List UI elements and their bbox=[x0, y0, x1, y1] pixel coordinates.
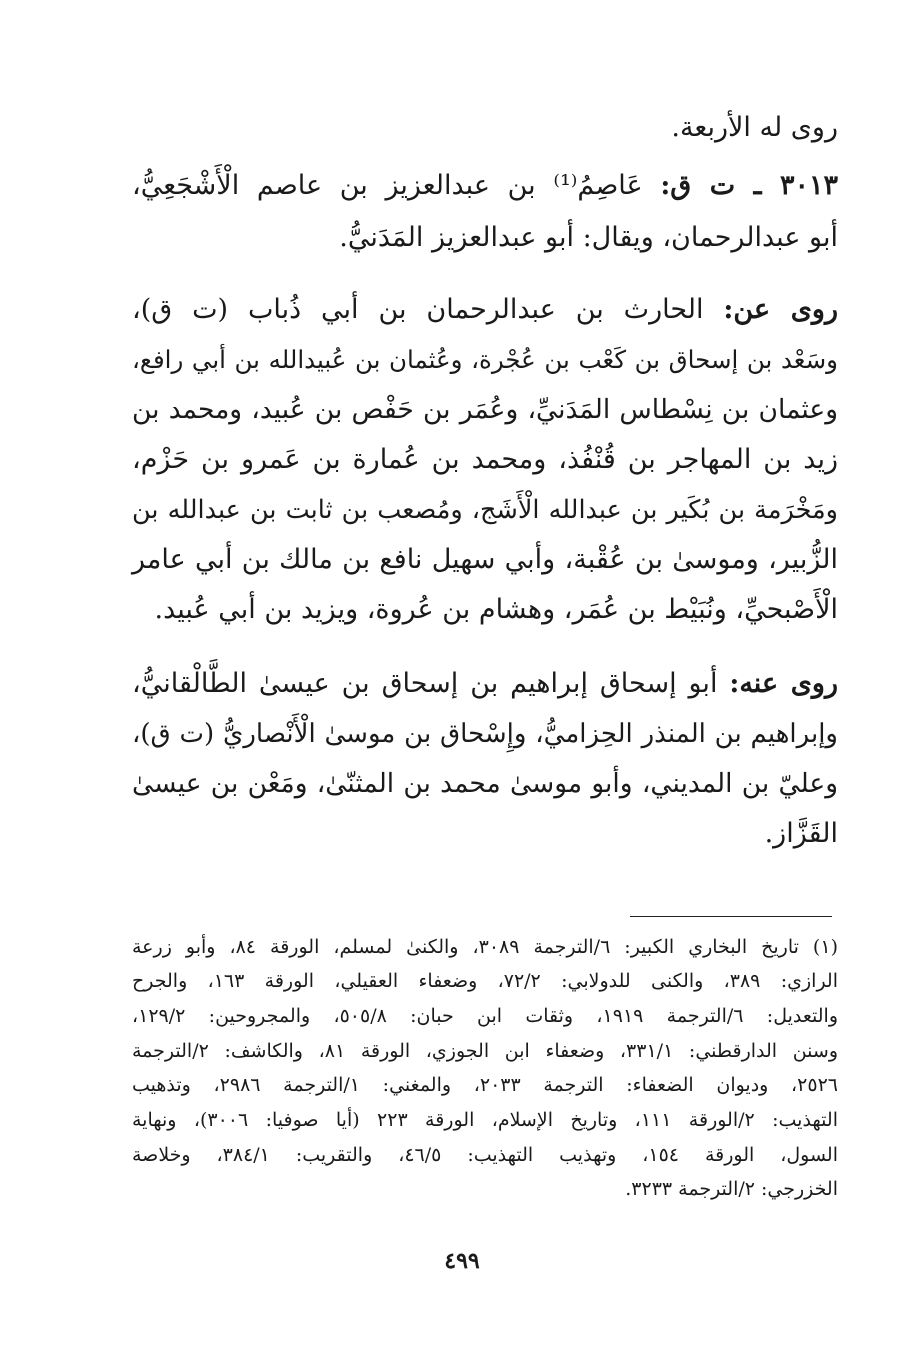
entry-kunya: أبو عبدالرحمان، ويقال: أبو عبدالعزيز المَدَنيُّ. bbox=[339, 222, 838, 253]
footnote-line: وسنن الدارقطني: ٣٣١/١، وضعفاء ابن الجوزي، الورقة ٨١، والكاشف: ٢/الترجمة bbox=[132, 1040, 838, 1062]
footnote-divider bbox=[630, 916, 832, 917]
intro-line: روى له الأربعة. bbox=[671, 112, 838, 143]
narrated-by-text: أبو إسحاق إبراهيم بن إسحاق بن عيسىٰ الطَّالْقانيُّ، bbox=[132, 668, 718, 699]
narrated-from-label: روى عن: bbox=[723, 294, 838, 325]
footnote-line: الرازي: ٣٨٩، والكنى للدولابي: ٧٢/٢، وضعفاء العقيلي، الورقة ١٦٣، والجرح bbox=[132, 970, 838, 992]
narrated-by-label: روى عنه: bbox=[729, 668, 838, 699]
narrated-by-line: القَزَّاز. bbox=[764, 818, 838, 849]
narrated-from-line: الْأَصْبحيِّ، ونُبَيْط بن عُمَر، وهشام بن عُروة، ويزيد بن أبي عُبيد. bbox=[154, 594, 838, 625]
narrated-from-first-line bbox=[132, 290, 838, 330]
narrated-by-line: وعليّ بن المديني، وأبو موسىٰ محمد بن المثنّىٰ، ومَعْن بن عيسىٰ bbox=[132, 768, 838, 799]
narrated-from-line: وعثمان بن نِسْطاس المَدَنيِّ، وعُمَر بن حَفْص بن عُبيد، ومحمد بن bbox=[132, 394, 838, 425]
entry-name: عَاصِمُ⁽¹⁾ بن عبدالعزيز بن عاصم الْأَشْجَعِيُّ، bbox=[132, 170, 643, 201]
footnote-line: والتعديل: ٦/الترجمة ١٩١٩، وثقات ابن حبان: ٥٠٥/٨، والمجروحين: ١٢٩/٢، bbox=[132, 1005, 838, 1027]
narrated-by-line: وإبراهيم بن المنذر الحِزاميُّ، وإِسْحاق بن موسىٰ الْأَنْصاريُّ (ت ق)، bbox=[132, 719, 838, 749]
entry-header bbox=[132, 166, 838, 206]
narrated-from-line: وسَعْد بن إسحاق بن كَعْب بن عُجْرة، وعُثمان بن عُبيدالله بن أبي رافع، bbox=[132, 345, 838, 374]
narrated-from-text: الحارث بن عبدالرحمان بن أبي ذُباب (ت ق)، bbox=[132, 294, 704, 325]
page-number: ٤٩٩ bbox=[444, 1248, 480, 1274]
narrated-from-line: ومَخْرَمة بن بُكَير بن عبدالله الْأَشَج، ومُصعب بن ثابت بن عبدالله بن bbox=[132, 495, 838, 525]
footnote-line: الخزرجي: ٢/الترجمة ٣٢٣٣. bbox=[625, 1178, 838, 1200]
footnote-line: التهذيب: ٢/الورقة ١١١، وتاريخ الإسلام، الورقة ٢٢٣ (أيا صوفيا: ٣٠٠٦)، ونهاية bbox=[132, 1109, 838, 1131]
footnote-line: (١) تاريخ البخاري الكبير: ٦/الترجمة ٣٠٨٩، والكنىٰ لمسلم، الورقة ٨٤، وأبو زرعة bbox=[132, 936, 838, 958]
narrated-from-line: زيد بن المهاجر بن قُنْفُذ، ومحمد بن عُمارة بن عَمرو بن حَزْم، bbox=[132, 444, 838, 475]
entry-number: ٣٠١٣ ـ ت ق: bbox=[660, 170, 838, 201]
footnote-line: السول، الورقة ١٥٤، وتهذيب التهذيب: ٤٦/٥، والتقريب: ٣٨٤/١، وخلاصة bbox=[132, 1144, 838, 1166]
narrated-by-first-line bbox=[132, 664, 838, 704]
narrated-from-line: الزُّبير، وموسىٰ بن عُقْبة، وأبي سهيل نافع بن مالك بن أبي عامر bbox=[132, 544, 838, 575]
footnote-line: ٢٥٢٦، وديوان الضعفاء: الترجمة ٢٠٣٣، والمغني: ١/الترجمة ٢٩٨٦، وتذهيب bbox=[132, 1074, 838, 1096]
